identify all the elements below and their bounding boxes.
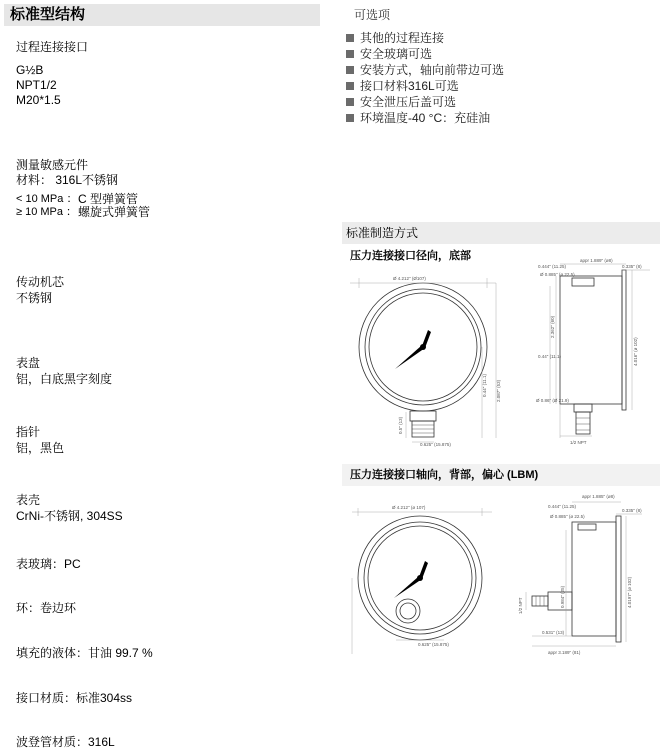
dim-label: 0.531" (13) (542, 630, 565, 635)
ring-spec: 环：卷边环 (16, 601, 77, 615)
dim-label: 0.5" (13) (398, 416, 403, 434)
bullet-icon (346, 34, 354, 42)
dim-label: appr 1.885" (ø8) (582, 494, 615, 499)
glass-spec: 表玻璃：PC (16, 557, 81, 571)
connection-item: NPT1/2 (16, 78, 57, 92)
sensor-label: 测量敏感元件 (16, 158, 89, 172)
dial-label: 表盘 (16, 356, 41, 370)
movement-label: 传动机芯 (16, 275, 65, 289)
dim-label: 0.444" (11.25) (538, 264, 567, 269)
sensor-desc: 螺旋式弹簧管 (78, 205, 151, 219)
case-label: 表壳 (16, 493, 41, 507)
connection-label: 过程连接接口 (16, 40, 89, 54)
std-title: 标准制造方式 (346, 226, 419, 240)
dim-label: 1/2 NPT (518, 597, 523, 614)
radial-front-drawing (348, 262, 506, 448)
dim-label: 0.44" (11.1) (538, 354, 562, 359)
dim-label: 0.335" (8) (622, 508, 642, 513)
case-value: CrNi-不锈钢, 304SS (16, 509, 123, 523)
bullet-icon (346, 66, 354, 74)
dim-label: 4.0197" (ø 102) (627, 576, 632, 608)
sensor-material: 材料： 316L不锈钢 (16, 173, 119, 187)
dim-label: 0.625" (15.875) (418, 642, 449, 647)
movement-value: 不锈钢 (16, 291, 53, 305)
dim-label: 1/2 NPT (570, 440, 587, 445)
dim-label: 4.016" (ø 102) (633, 337, 638, 366)
dim-label: Ø 0.86" (Ø 21.9) (536, 398, 569, 403)
dim-label: Ø 4.212" (Ø107) (393, 276, 426, 281)
dim-label: Ø 0.885" (ø 22.5) (550, 514, 585, 519)
socket-material-spec: 接口材质：标准304ss (16, 691, 133, 705)
sensor-desc: C 型弹簧管 (78, 192, 139, 206)
dim-label: 0.44" (11.1) (482, 373, 487, 397)
axial-front-drawing (348, 494, 506, 654)
dim-label: appr 3.189" (81) (548, 650, 581, 655)
dim-label: appr 1.889" (ø8) (580, 258, 613, 263)
option-item: 接口材料316L可选 (346, 79, 459, 93)
bullet-icon (346, 114, 354, 122)
fill-spec: 填充的液体：甘油 99.7 % (16, 646, 153, 660)
option-item: 其他的过程连接 (346, 31, 444, 45)
pointer-label: 指针 (16, 425, 41, 439)
options-title: 可选项 (354, 8, 391, 22)
dim-label: Ø 4.212" (ø 107) (392, 505, 426, 510)
dim-label: 0.444" (11.25) (548, 504, 577, 509)
bullet-icon (346, 50, 354, 58)
option-item: 安全玻璃可选 (346, 47, 432, 61)
sensor-range: ≥ 10 MPa ： (16, 206, 78, 218)
tube-material-spec: 波登管材质：316L (16, 735, 115, 749)
pointer-value: 铝，黑色 (16, 441, 65, 455)
dim-label: 0.335" (8) (622, 264, 642, 269)
dial-value: 铝，白底黑字刻度 (16, 372, 113, 386)
dim-label: 0.625" (15.875) (420, 442, 451, 447)
axial-side-drawing (492, 488, 660, 656)
dim-label: 2.087" (53) (496, 379, 501, 402)
dim-label: 2.362" (60) (550, 315, 555, 338)
option-item: 环境温度-40 °C：充硅油 (346, 111, 490, 125)
axial-label: 压力连接接口轴向，背部，偏心 (LBM) (350, 469, 539, 481)
connection-item: M20*1.5 (16, 93, 61, 107)
page-title: 标准型结构 (10, 6, 86, 23)
option-item: 安装方式，轴向前带边可选 (346, 63, 504, 77)
dim-label: Ø 0.885" (ø 22.5) (540, 272, 575, 277)
sensor-range: < 10 MPa ： (16, 193, 78, 205)
connection-item: G½B (16, 63, 44, 77)
radial-label: 压力连接接口径向，底部 (350, 250, 471, 262)
dim-label: 0.984" (25) (560, 585, 565, 608)
bullet-icon (346, 82, 354, 90)
option-item: 安全泄压后盖可选 (346, 95, 456, 109)
radial-side-drawing (520, 256, 660, 452)
bullet-icon (346, 98, 354, 106)
